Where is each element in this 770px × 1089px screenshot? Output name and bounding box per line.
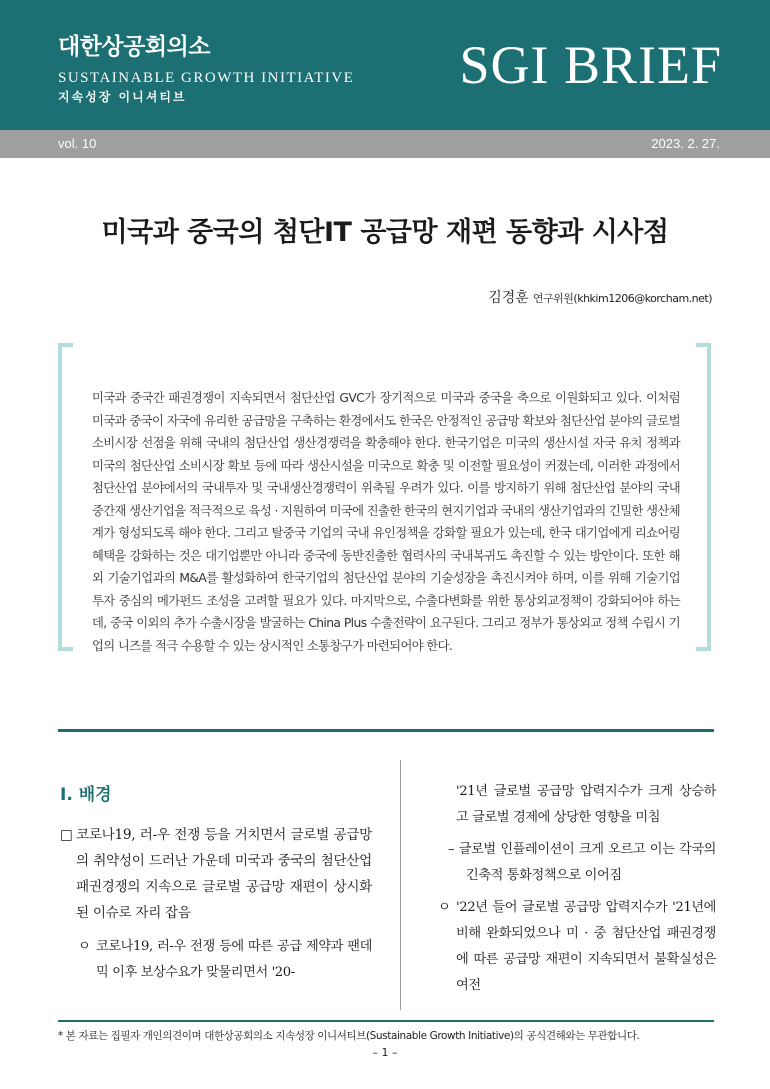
left-column xyxy=(60,822,372,986)
section-heading: Ⅰ. 배경 xyxy=(60,785,112,805)
paragraph-continuation: '21년 글로벌 공급망 압력지수가 크게 상승하고 글로벌 경제에 상당한 영향을 미침 xyxy=(456,784,716,825)
author-role: 연구위원(khkim1206@korcham.net) xyxy=(532,292,712,305)
brief-title: SGI BRIEF xyxy=(459,35,722,95)
paragraph-text: 코로나19, 러-우 전쟁 등을 거치면서 글로벌 공급망의 취약성이 드러난 가운데 미국과 중국의 첨단산업 패권경쟁의 지속으로 글로벌 공급망 재편이 상시화된 이슈로 자리 잡음 xyxy=(76,827,372,921)
right-column xyxy=(420,779,716,999)
summary-bracket-right xyxy=(696,343,711,651)
page-number: – 1 – xyxy=(372,1046,398,1059)
column-divider xyxy=(400,760,401,1010)
issue-bar xyxy=(0,130,770,158)
paragraph-dash-item: – 글로벌 인플레이션이 크게 오르고 이는 각국의 긴축적 통화정책으로 이어짐 xyxy=(448,842,716,883)
footer-rule xyxy=(58,1020,714,1022)
paragraph-circle-bullet xyxy=(420,895,716,999)
volume-number: vol. 10 xyxy=(58,136,97,151)
circle-bullet-icon: ㅇ xyxy=(438,900,451,915)
author-name: 김경훈 xyxy=(488,290,529,306)
circle-bullet-icon: ㅇ xyxy=(78,939,91,954)
document-title: 미국과 중국의 첨단IT 공급망 재편 동향과 시사점 xyxy=(101,217,669,248)
header-banner xyxy=(0,0,770,130)
paragraph-circle-bullet xyxy=(60,934,372,986)
paragraph-text: '22년 들어 글로벌 공급망 압력지수가 '21년에 비해 완화되었으나 미 · 중 첨단산업 패권경쟁에 따른 공급망 재편이 지속되면서 불확실성은 여전 xyxy=(456,900,716,993)
org-name-korean: 대한상공회의소 xyxy=(58,34,211,60)
summary-bracket-left xyxy=(58,343,73,651)
author-line xyxy=(488,287,712,307)
org-subname-korean: 지속성장 이니셔티브 xyxy=(58,90,187,104)
square-bullet-icon: □ xyxy=(60,827,73,843)
issue-date: 2023. 2. 27. xyxy=(651,136,720,151)
paragraph-text: 코로나19, 러-우 전쟁 등에 따른 공급 제약과 팬데믹 이후 보상수요가 맞물리면서 '20- xyxy=(96,939,372,980)
section-divider xyxy=(58,729,714,732)
summary-text: 미국과 중국간 패권경쟁이 지속되면서 첨단산업 GVC가 장기적으로 미국과 중국을 축으로 이원화되고 있다. 이처럼 미국과 중국이 자국에 유리한 공급망을 구축하는 환경에서도 한국은 안정적인 공급망 확보와 첨단산업 분야의 글로벌 소비시장 선점을 위해 국내의 첨단산업 생산경쟁력을 확충해야 한다. 한국기업은 미국의 생산시설 자국 유치 정책과 미국의 첨단산업 소비시장 확보 등에 따라 생산시설을 미국으로 확충 및 이전할 필요성이 커졌는데, 이러한 과정에서 첨단산업 분야에서의 국내투자 및 국내생산경쟁력이 위축될 우려가 있다. 이를 방지하기 위해 첨단산업 분야의 국내 중간재 생산기업을 적극적으로 육성 · 지원하여 미국에 진출한 한국의 현지기업과 국내의 생산기업과의 긴밀한 생산체계가 형성되도록 해야 한다. 그리고 탈중국 기업의 국내 유인정책을 강화할 필요가 있는데, 한국 대기업에게 리쇼어링 혜택을 강화하는 것은 대기업뿐만 아니라 중국에 동반진출한 협력사의 국내복귀도 촉진할 수 있는 방안이다. 또한 해외 기술기업과의 M&A를 활성화하여 한국기업의 첨단산업 분야의 기술성장을 촉진시켜야 하며, 이를 위해 기술기업 투자 중심의 메가펀드 조성을 고려할 필요가 있다. 마지막으로, 수출다변화를 위한 통상외교정책이 강화되어야 하는데, 중국 이외의 추가 수출시장을 발굴하는 China Plus 수출전략이 요구된다. 그리고 정부가 통상외교 정책 수립시 기업의 니즈를 적극 수용할 수 있는 상시적인 소통창구가 마련되어야 한다. xyxy=(92,391,680,653)
paragraph-square-bullet xyxy=(60,822,372,926)
footnote: * 본 자료는 집필자 개인의견이며 대한상공회의소 지속성장 이니셔티브(Sustainable Growth Initiative)의 공식견해와는 무관합니다. xyxy=(58,1030,640,1042)
org-name-english: SUSTAINABLE GROWTH INITIATIVE xyxy=(58,70,355,86)
